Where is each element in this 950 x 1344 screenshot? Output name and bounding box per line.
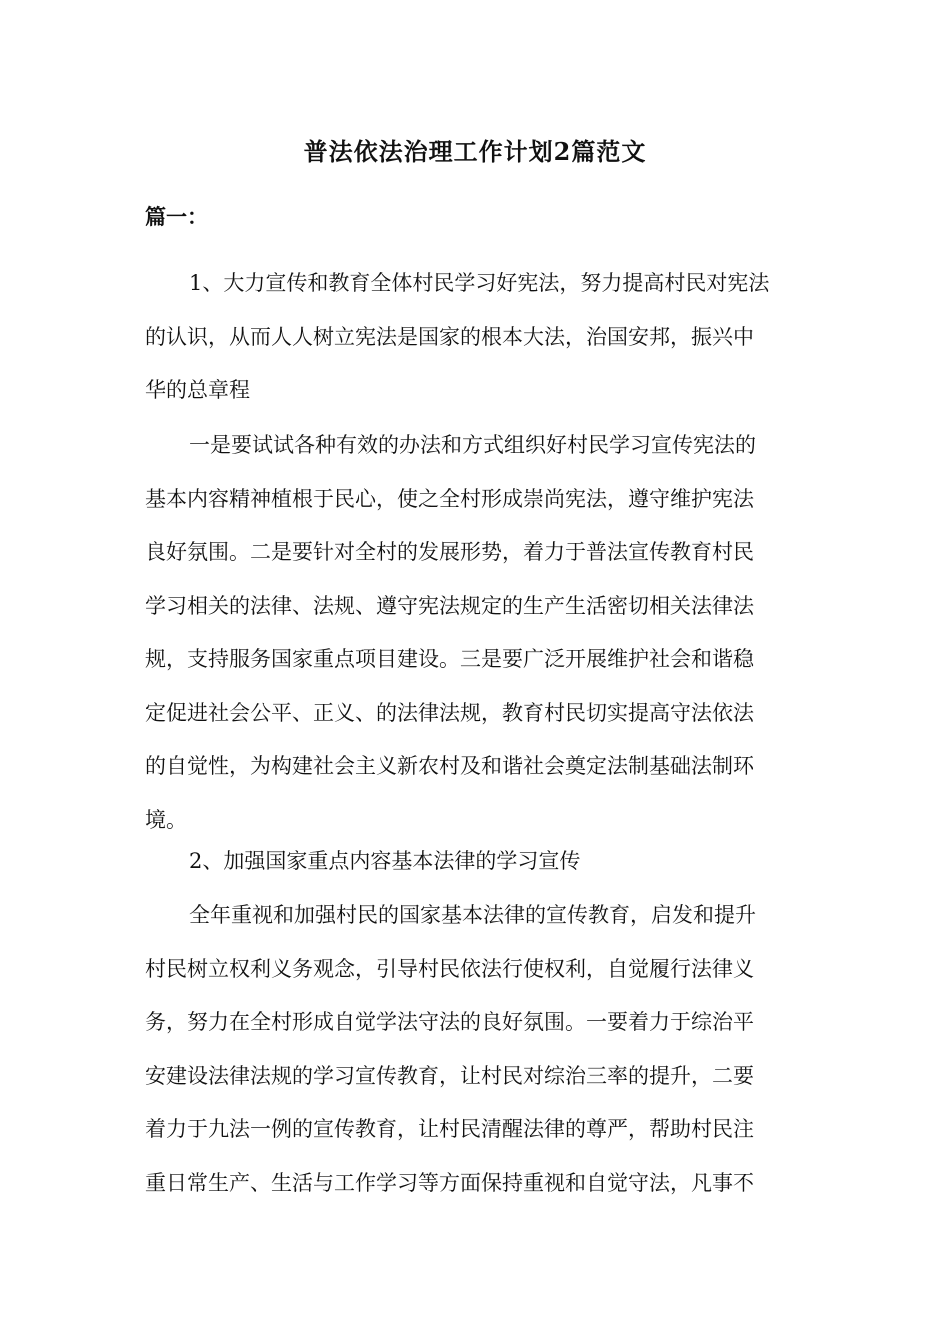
paragraph-line: 一是要试试各种有效的办法和方式组织好村民学习宣传宪法的 — [189, 433, 756, 457]
paragraph-3 — [145, 835, 807, 889]
paragraph-line: 2、加强国家重点内容基本法律的学习宣传 — [189, 849, 581, 873]
paragraph-line: 学习相关的法律、法规、遵守宪法规定的生产生活密切相关法律法 — [145, 593, 754, 618]
paragraph-4 — [145, 889, 807, 1210]
paragraph-line: 1、大力宣传和教育全体村民学习好宪法，努力提高村民对宪法 — [189, 271, 770, 295]
document-title: 普法依法治理工作计划2篇范文 — [303, 137, 647, 166]
paragraph-line: 村民树立权利义务观念，引导村民依法行使权利，自觉履行法律义 — [145, 956, 754, 981]
paragraph-line: 安建设法律法规的学习宣传教育，让村民对综治三率的提升，二要 — [145, 1063, 754, 1088]
paragraph-2 — [145, 419, 807, 847]
paragraph-line: 基本内容精神植根于民心，使之全村形成崇尚宪法，遵守维护宪法 — [145, 486, 754, 511]
paragraph-line: 务，努力在全村形成自觉学法守法的良好氛围。一要着力于综治平 — [145, 1010, 754, 1034]
paragraph-line: 着力于九法一例的宣传教育，让村民清醒法律的尊严，帮助村民注 — [145, 1117, 754, 1141]
paragraph-line: 重日常生产、生活与工作学习等方面保持重视和自觉守法，凡事不 — [145, 1170, 754, 1195]
paragraph-1 — [145, 257, 807, 418]
paragraph-line: 境。 — [145, 807, 187, 832]
section-heading: 篇一： — [145, 204, 208, 229]
paragraph-line: 良好氛围。二是要针对全村的发展形势，着力于普法宣传教育村民 — [145, 540, 754, 564]
paragraph-line: 的认识，从而人人树立宪法是国家的根本大法，治国安邦，振兴中 — [145, 324, 754, 349]
paragraph-line: 定促进社会公平、正义、的法律法规，教育村民切实提高守法依法 — [145, 700, 754, 725]
paragraph-line: 华的总章程 — [145, 378, 250, 402]
paragraph-line: 的自觉性，为构建社会主义新农村及和谐社会奠定法制基础法制环 — [145, 754, 754, 778]
paragraph-line: 全年重视和加强村民的国家基本法律的宣传教育，启发和提升 — [189, 903, 756, 927]
paragraph-line: 规，支持服务国家重点项目建设。三是要广泛开展维护社会和谐稳 — [145, 647, 754, 671]
